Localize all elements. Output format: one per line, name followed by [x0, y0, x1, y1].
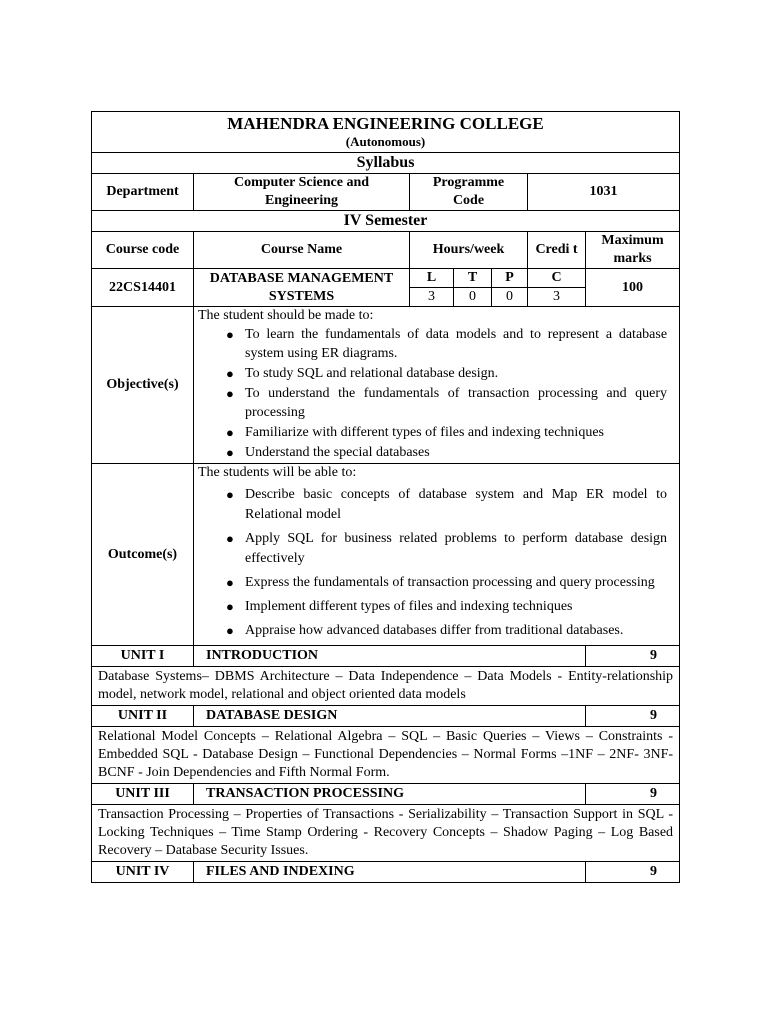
- list-item: ● Apply SQL for business related problems to perform database design effectively: [226, 529, 667, 569]
- max-marks: 100: [586, 269, 680, 307]
- unit-hours: 9: [586, 706, 680, 727]
- outcomes-row: [92, 464, 680, 646]
- programme-code-label: Programme Code: [410, 174, 528, 211]
- unit-number: UNIT III: [92, 784, 194, 805]
- t-label: T: [454, 269, 492, 288]
- max-marks-header: Maximum marks: [586, 232, 680, 269]
- unit-content: Transaction Processing – Properties of Transactions - Serializability – Transaction Support in SQL -Locking Techniques – Time Stamp Ordering - Recovery Concepts – Shadow Paging – Log Based Recovery – Database Security Issues.: [92, 805, 680, 862]
- course-name-header: Course Name: [194, 232, 410, 269]
- unit-hours: 9: [586, 646, 680, 667]
- course-code-header: Course code: [92, 232, 194, 269]
- syllabus-table: [91, 111, 680, 883]
- list-item: ● To study SQL and relational database design.: [226, 364, 667, 383]
- l-value: 3: [410, 288, 454, 307]
- l-label: L: [410, 269, 454, 288]
- college-name: MAHENDRA ENGINEERING COLLEGE: [227, 114, 544, 133]
- objectives-label: Objective(s): [92, 307, 194, 464]
- objectives-list: [198, 325, 679, 462]
- unit-number: UNIT IV: [92, 862, 194, 883]
- unit-content-row: [92, 805, 680, 862]
- syllabus-sheet: [91, 111, 679, 883]
- unit-hours: 9: [586, 862, 680, 883]
- outcomes-cell: [194, 464, 680, 646]
- list-item: ● Express the fundamentals of transaction processing and query processing: [226, 573, 667, 593]
- list-item: ● Familiarize with different types of files and indexing techniques: [226, 423, 667, 442]
- c-label: C: [528, 269, 586, 288]
- unit-hours: 9: [586, 784, 680, 805]
- p-value: 0: [492, 288, 528, 307]
- unit-title: DATABASE DESIGN: [194, 706, 586, 727]
- unit-title: INTRODUCTION: [194, 646, 586, 667]
- list-item: ● Describe basic concepts of database system and Map ER model to Relational model: [226, 485, 667, 525]
- credit-header: Credi t: [528, 232, 586, 269]
- list-item: ● To learn the fundamentals of data models and to represent a database system using ER diagrams.: [226, 325, 667, 363]
- outcomes-label: Outcome(s): [92, 464, 194, 646]
- course-header-row: [92, 232, 680, 269]
- list-item: ● Understand the special databases: [226, 443, 667, 462]
- t-value: 0: [454, 288, 492, 307]
- unit-row: [92, 862, 680, 883]
- unit-row: [92, 646, 680, 667]
- unit-number: UNIT II: [92, 706, 194, 727]
- unit-title: FILES AND INDEXING: [194, 862, 586, 883]
- unit-number: UNIT I: [92, 646, 194, 667]
- programme-code-value: 1031: [528, 174, 680, 211]
- department-label: Department: [92, 174, 194, 211]
- objectives-intro: The student should be made to:: [198, 308, 374, 323]
- list-item: ● Implement different types of files and indexing techniques: [226, 597, 667, 617]
- list-item: ● Appraise how advanced databases differ from traditional databases.: [226, 621, 667, 641]
- unit-content-row: [92, 667, 680, 706]
- objectives-cell: [194, 307, 680, 464]
- syllabus-row: [92, 153, 680, 174]
- outcomes-list: [198, 485, 679, 641]
- c-value: 3: [528, 288, 586, 307]
- department-row: [92, 174, 680, 211]
- unit-row: [92, 706, 680, 727]
- autonomous-label: (Autonomous): [345, 134, 426, 149]
- unit-content: Database Systems– DBMS Architecture – Data Independence – Data Models - Entity-relationship model, network model, relational and object oriented data models: [92, 667, 680, 706]
- semester-heading: IV Semester: [92, 211, 680, 232]
- course-row-top: [92, 269, 680, 288]
- unit-title: TRANSACTION PROCESSING: [194, 784, 586, 805]
- course-code: 22CS14401: [92, 269, 194, 307]
- p-label: P: [492, 269, 528, 288]
- unit-row: [92, 784, 680, 805]
- unit-content: Relational Model Concepts – Relational Algebra – SQL – Basic Queries – Views – Constraints - Embedded SQL - Database Design – Functional Dependencies – Normal Forms –1NF – 2NF- 3NF- BCNF - Join Dependencies and Fifth Normal Form.: [92, 727, 680, 784]
- semester-row: [92, 211, 680, 232]
- college-header-row: [92, 112, 680, 153]
- department-value: Computer Science and Engineering: [194, 174, 410, 211]
- list-item: ● To understand the fundamentals of transaction processing and query processing: [226, 384, 667, 422]
- course-name: DATABASE MANAGEMENT SYSTEMS: [194, 269, 410, 307]
- objectives-row: [92, 307, 680, 464]
- outcomes-intro: The students will be able to:: [198, 465, 357, 480]
- syllabus-heading: Syllabus: [92, 153, 680, 174]
- hours-week-header: Hours/week: [410, 232, 528, 269]
- unit-content-row: [92, 727, 680, 784]
